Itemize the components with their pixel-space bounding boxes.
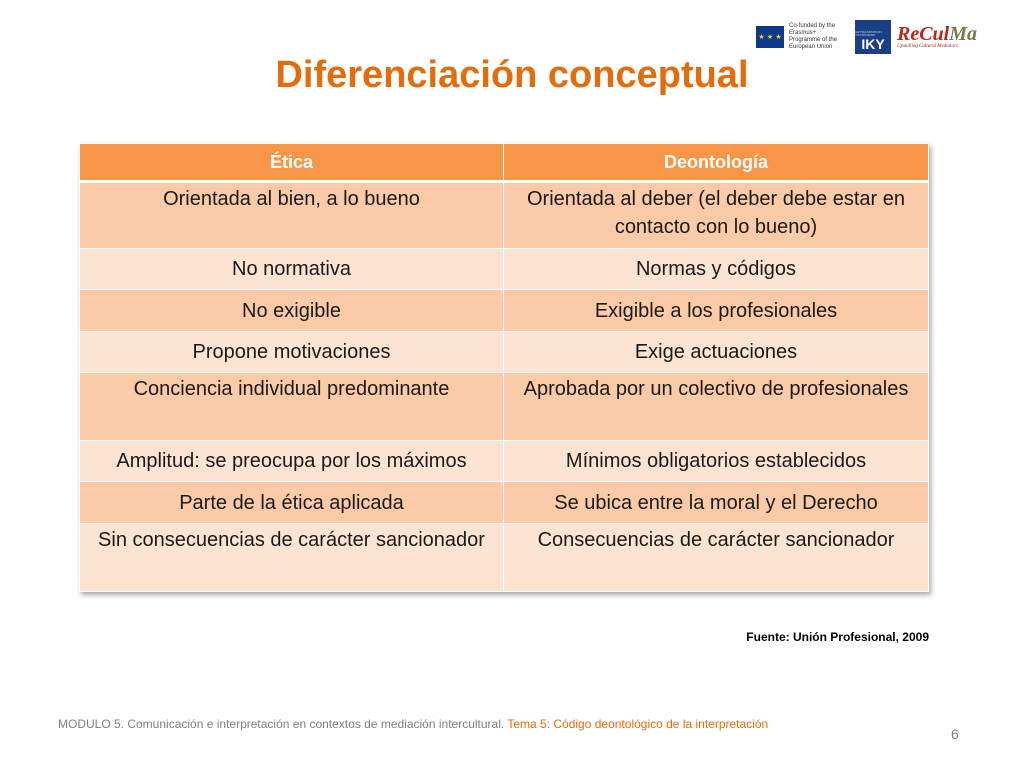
iky-logo bbox=[855, 20, 891, 54]
table-cell: No normativa bbox=[80, 249, 504, 290]
header-deontologia: Deontología bbox=[504, 144, 929, 182]
table-row bbox=[80, 249, 929, 290]
table-cell: Consecuencias de carácter sancionador bbox=[504, 524, 929, 592]
table-header-row bbox=[80, 144, 929, 182]
footer-module-text: MODULO 5. Comunicación e interpretación en contextos de mediación intercultural. bbox=[58, 717, 505, 731]
table-cell: Mínimos obligatorios establecidos bbox=[504, 441, 929, 482]
table-cell: Propone motivaciones bbox=[80, 332, 504, 373]
table-cell: Exigible a los profesionales bbox=[504, 290, 929, 332]
reculma-logo bbox=[897, 24, 977, 50]
footer bbox=[58, 717, 768, 731]
table-cell: Parte de la ética aplicada bbox=[80, 482, 504, 524]
slide-title: Diferenciación conceptual bbox=[275, 54, 749, 96]
table-row bbox=[80, 482, 929, 524]
table-cell: Se ubica entre la moral y el Derecho bbox=[504, 482, 929, 524]
source-citation: Fuente: Unión Profesional, 2009 bbox=[746, 630, 929, 644]
table-cell: Aprobada por un colectivo de profesionales bbox=[504, 373, 929, 441]
table-cell: Conciencia individual predominante bbox=[80, 373, 504, 441]
table-cell: Exige actuaciones bbox=[504, 332, 929, 373]
reculma-logo-word-b: Ma bbox=[949, 23, 978, 45]
table-row bbox=[80, 524, 929, 592]
iky-small-text: ΙΔΡΥΜΑ ΚΡΑΤΙΚΩΝ ΥΠΟΤΡΟΦΙΩΝ bbox=[855, 30, 882, 37]
eu-cofunded-text: Co-funded by the Erasmus+ Programme of the European Union bbox=[789, 23, 838, 50]
eu-flag-icon: ★ ★ ★ bbox=[756, 26, 784, 48]
table-row bbox=[80, 373, 929, 441]
footer-topic-text: Tema 5: Código deontológico de la interpretación bbox=[507, 717, 769, 731]
table-row bbox=[80, 182, 929, 249]
table-cell: Amplitud: se preocupa por los máximos bbox=[80, 441, 504, 482]
table-cell: Orientada al bien, a lo bueno bbox=[80, 182, 504, 249]
table-row bbox=[80, 441, 929, 482]
table-row bbox=[80, 290, 929, 332]
reculma-logo-word-a: ReCul bbox=[897, 23, 950, 45]
table-cell: Orientada al deber (el deber debe estar en contacto con lo bueno) bbox=[504, 182, 929, 249]
iky-logo-text: IKY bbox=[861, 36, 885, 52]
page-number: 6 bbox=[951, 726, 959, 742]
reculma-tagline: Upskilling Cultural Mediators bbox=[897, 44, 958, 49]
comparison-table bbox=[79, 143, 929, 592]
partner-logos bbox=[756, 20, 977, 54]
table-cell: Normas y códigos bbox=[504, 249, 929, 290]
table-cell: No exigible bbox=[80, 290, 504, 332]
table-cell: Sin consecuencias de carácter sancionador bbox=[80, 524, 504, 592]
header-etica: Ética bbox=[80, 144, 504, 182]
table-row bbox=[80, 332, 929, 373]
